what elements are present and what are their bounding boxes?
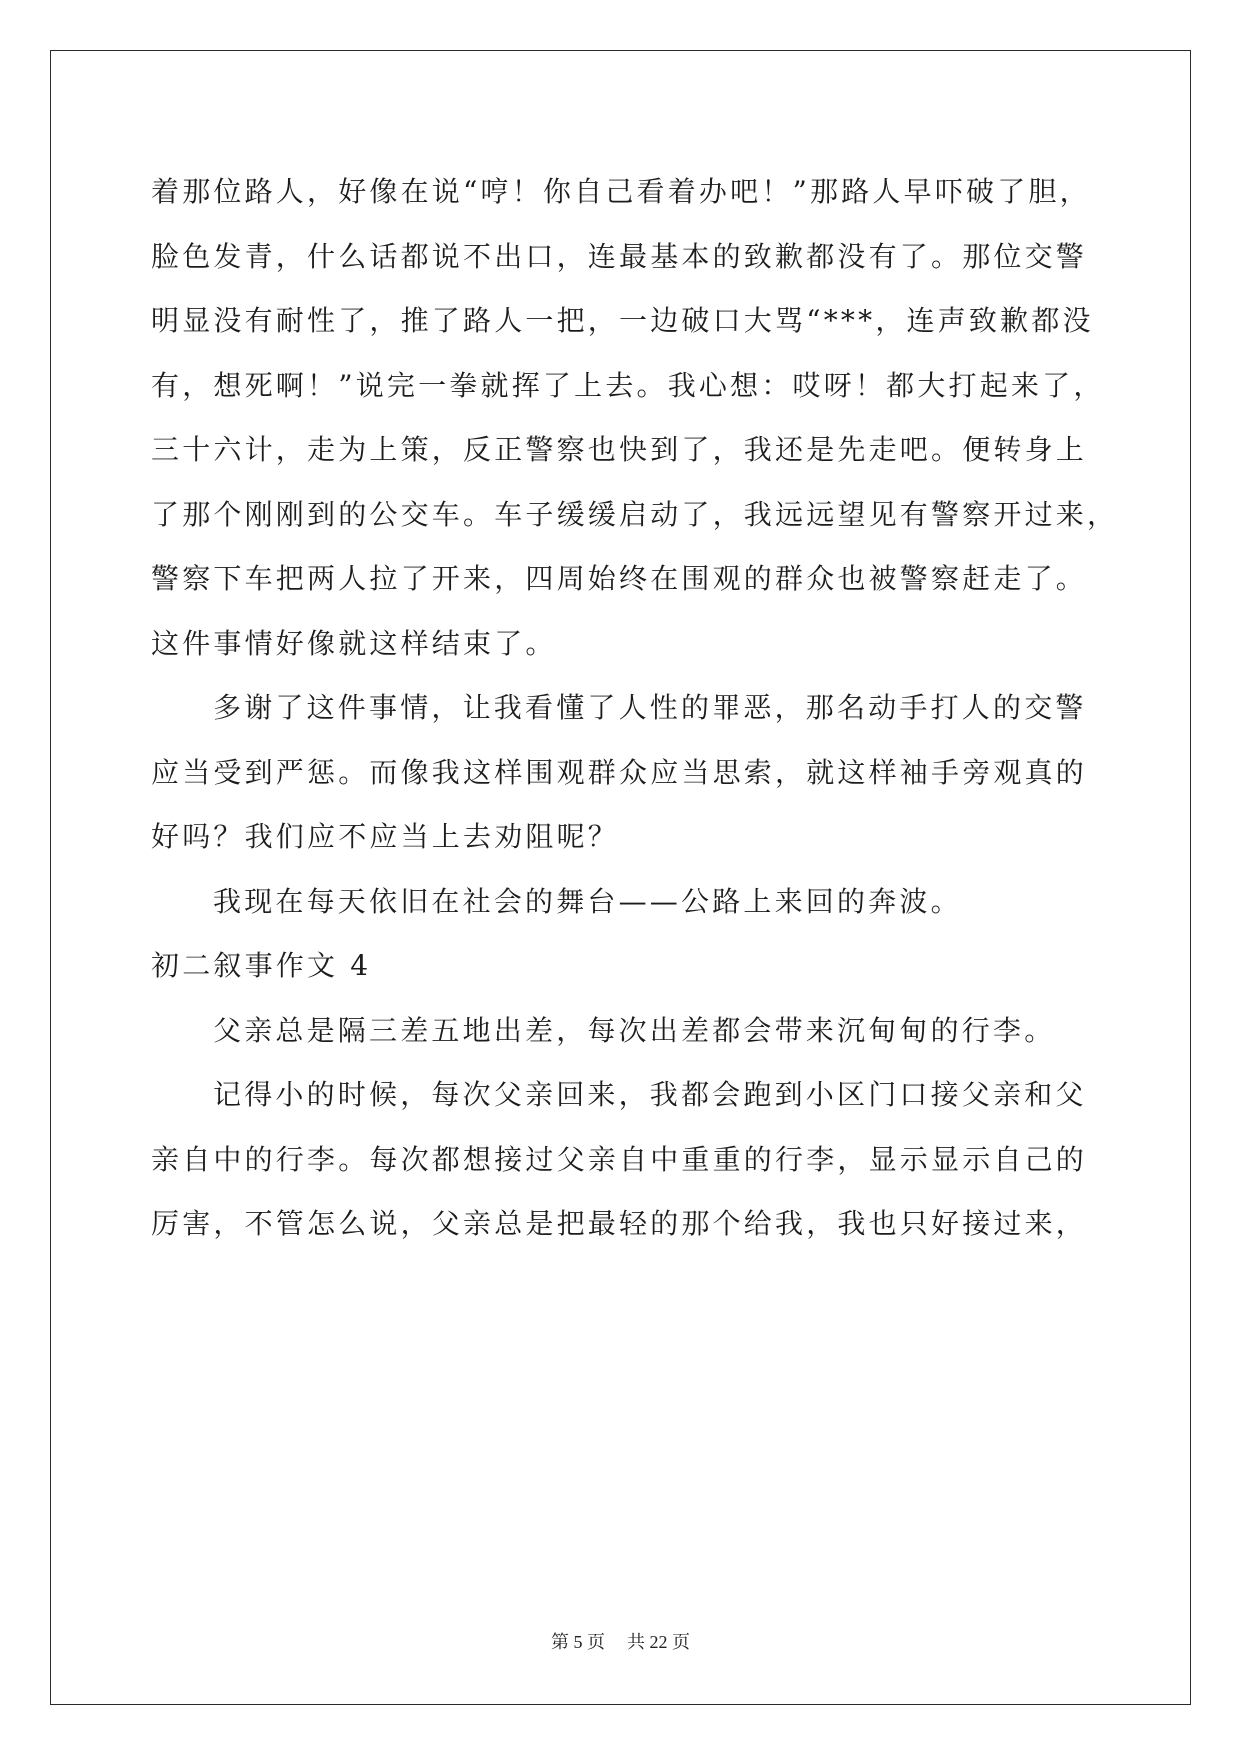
paragraph (151, 870, 1151, 935)
text-line: 这件事情好像就这样结束了。 (151, 626, 557, 660)
text-line: 父亲总是隔三差五地出差，每次出差都会带来沉甸甸的行李。 (213, 1013, 1056, 1047)
paragraph (151, 160, 1151, 676)
text-line: 了那个刚刚到的公交车。车子缓缓启动了，我远远望见有警察开过来， (151, 497, 1119, 531)
text-line: 警察下车把两人拉了开来，四周始终在围观的群众也被警察赶走了。 (151, 562, 1088, 595)
text-line: 多谢了这件事情，让我看懂了人性的罪恶，那名动手打人的交警 (213, 691, 1087, 724)
current-page-number: 第 5 页 (551, 1632, 605, 1652)
text-line: 我现在每天依旧在社会的舞台——公路上来回的奔波。 (213, 884, 962, 918)
heading-text: 初二叙事作文 4 (151, 949, 372, 982)
paragraph (151, 1063, 1151, 1257)
text-line: 明显没有耐性了，推了路人一把，一边破口大骂“***，连声致歉都没 (151, 304, 1094, 337)
text-line: 三十六计，走为上策，反正警察也快到了，我还是先走吧。便转身上 (151, 433, 1088, 466)
text-line: 亲自中的行李。每次都想接过父亲自中重重的行李，显示显示自己的 (151, 1142, 1088, 1176)
text-line: 记得小的时候，每次父亲回来，我都会跑到小区门口接父亲和父 (213, 1078, 1087, 1111)
paragraph (151, 676, 1151, 870)
paragraph (151, 999, 1151, 1064)
total-page-count: 共 22 页 (627, 1632, 690, 1652)
document-body (151, 160, 1151, 1257)
text-line: 着那位路人，好像在说“哼！你自己看着办吧！”那路人早吓破了胆， (151, 175, 1091, 208)
section-heading (151, 934, 1151, 999)
text-line: 脸色发青，什么话都说不出口，连最基本的致歉都没有了。那位交警 (151, 239, 1088, 273)
text-line: 有，想死啊！”说完一拳就挥了上去。我心想：哎呀！都大打起来了， (151, 368, 1105, 402)
text-line: 好吗？我们应不应当上去劝阻呢？ (151, 820, 620, 853)
page-footer (0, 1630, 1241, 1654)
text-line: 应当受到严惩。而像我这样围观群众应当思索，就这样袖手旁观真的 (151, 755, 1088, 789)
text-line: 厉害，不管怎么说，父亲总是把最轻的那个给我，我也只好接过来， (151, 1207, 1088, 1240)
